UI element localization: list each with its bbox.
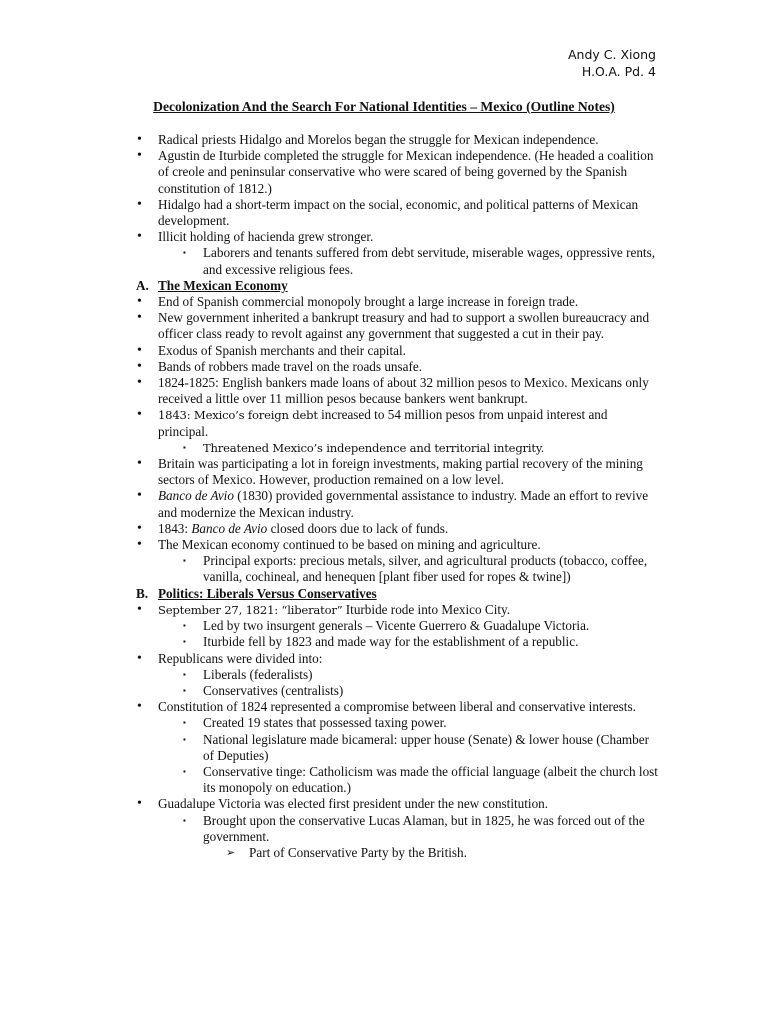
class-period: H.O.A. Pd. 4 xyxy=(581,64,656,79)
list-item-text: Liberals (federalists) xyxy=(203,666,313,682)
list-item xyxy=(0,294,768,310)
list-item-text: Agustin de Iturbide completed the struggle for Mexican independence. (He headed a coalition of creole and peninsular conservative who were scared of being governed by the Spanish constitution of 1812.) xyxy=(158,148,654,196)
document-title: Decolonization And the Search For National Identities – Mexico (Outline Notes) xyxy=(153,99,615,114)
sub-list-item xyxy=(0,634,768,650)
list-item-text: Britain was participating a lot in foreign investments, making partial recovery of the mining sectors of Mexico. However, production remained on a low level. xyxy=(158,456,643,488)
list-item-text: Hidalgo had a short-term impact on the social, economic, and political patterns of Mexican development. xyxy=(158,196,639,229)
list-item xyxy=(0,407,768,439)
list-item-text: Laborers and tenants suffered from debt servitude, miserable wages, oppressive rents, and excessive religious fees. xyxy=(203,245,656,277)
bank-detail: (1830) provided governmental assistance to industry. Made an effort to revive and modernize the Mexican industry. xyxy=(158,488,649,520)
bullet-icon: • xyxy=(137,537,142,553)
bullet-icon: • xyxy=(137,601,142,617)
list-item-text: Illicit holding of hacienda grew stronger. xyxy=(158,229,374,245)
list-item-text: New government inherited a bankrupt treasury and had to support a swollen bureaucracy and officer class ready to revolt against any government that suggested a cut in their pay. xyxy=(158,310,650,342)
list-item-text: 1824-1825: English bankers made loans of about 32 million pesos to Mexico. Mexicans only received a little over 11 million pesos because bankers went bankrupt. xyxy=(158,375,649,407)
bullet-icon: • xyxy=(137,375,142,391)
section-letter: A. xyxy=(136,277,149,293)
author-name: Andy C. Xiong xyxy=(568,47,656,62)
sub-list-item xyxy=(0,440,768,456)
bullet-icon: • xyxy=(137,342,142,358)
list-item-text xyxy=(158,488,648,519)
bullet-icon: • xyxy=(137,407,142,423)
bullet-icon: • xyxy=(137,310,142,326)
list-item-text: Threatened Mexico’s independence and territorial integrity. xyxy=(203,440,545,455)
bullet-icon: • xyxy=(137,650,142,666)
bullet-icon: • xyxy=(137,796,142,812)
list-item-text: Guadalupe Victoria was elected first president under the new constitution. xyxy=(158,796,549,812)
bullet-icon: • xyxy=(137,148,142,164)
list-item-text xyxy=(158,602,510,617)
list-item xyxy=(0,796,768,812)
section-heading-text: Politics: Liberals Versus Conservatives xyxy=(158,585,377,601)
sub-list-item xyxy=(0,553,768,585)
list-item-text: Part of Conservative Party by the British. xyxy=(249,844,467,860)
sub-list-item xyxy=(0,245,768,277)
sub-list-item xyxy=(0,683,768,699)
list-item xyxy=(0,521,768,537)
list-item-text: Iturbide fell by 1823 and made way for the establishment of a republic. xyxy=(203,634,579,650)
list-item-text: National legislature made bicameral: upper house (Senate) & lower house (Chamber of Deputies) xyxy=(203,731,650,763)
bullet-icon: • xyxy=(137,229,142,245)
outline-notes xyxy=(0,132,768,861)
list-item-text: Led by two insurgent generals – Vicente Guerrero & Guadalupe Victoria. xyxy=(203,618,590,634)
bullet-icon: • xyxy=(137,196,142,212)
section-heading-text: The Mexican Economy xyxy=(158,277,288,293)
bullet-icon: • xyxy=(137,294,142,310)
bullet-icon: • xyxy=(137,358,142,374)
bank-name: Banco de Avio xyxy=(158,488,234,504)
square-bullet-icon: ▪ xyxy=(183,766,186,776)
list-item xyxy=(0,488,768,520)
square-bullet-icon: ▪ xyxy=(183,815,186,825)
square-bullet-icon: ▪ xyxy=(183,718,186,728)
list-item xyxy=(0,197,768,229)
sub-list-item xyxy=(0,764,768,796)
square-bullet-icon: ▪ xyxy=(183,556,186,566)
bullet-icon: • xyxy=(137,456,142,472)
list-item xyxy=(0,310,768,342)
sub-list-item xyxy=(0,715,768,731)
list-item xyxy=(0,343,768,359)
list-item-text: End of Spanish commercial monopoly brought a large increase in foreign trade. xyxy=(158,294,579,310)
section-heading-economy xyxy=(0,278,768,294)
section-letter: B. xyxy=(136,585,149,601)
date-detail: Iturbide rode into Mexico City. xyxy=(342,601,511,617)
list-item xyxy=(0,132,768,148)
list-item xyxy=(0,148,768,197)
list-item-text: Brought upon the conservative Lucas Alaman, but in 1825, he was forced out of the government. xyxy=(203,812,645,844)
square-bullet-icon: ▪ xyxy=(183,669,186,679)
list-item xyxy=(0,699,768,715)
bank-name: Banco de Avio xyxy=(191,520,268,536)
list-item xyxy=(0,359,768,375)
list-item-text: Bands of robbers made travel on the roads unsafe. xyxy=(158,358,423,374)
date-phrase: September 27, 1821: “liberator” xyxy=(158,602,343,617)
list-item xyxy=(0,456,768,488)
list-item-text: Conservative tinge: Catholicism was made the official language (albeit the church lost its monopoly on education.) xyxy=(203,763,658,796)
square-bullet-icon: ▪ xyxy=(183,734,186,744)
square-bullet-icon: ▪ xyxy=(183,637,186,647)
list-item-text xyxy=(158,407,608,438)
list-item-text: Constitution of 1824 represented a compromise between liberal and conservative interests. xyxy=(158,699,636,715)
sub-list-item xyxy=(0,667,768,683)
bullet-icon: • xyxy=(137,488,142,504)
list-item xyxy=(0,651,768,667)
list-item-text: The Mexican economy continued to be based on mining and agriculture. xyxy=(158,537,541,553)
bank-detail: closed doors due to lack of funds. xyxy=(267,520,449,536)
arrow-bullet-icon: ➢ xyxy=(226,846,236,859)
sub-list-item xyxy=(0,618,768,634)
square-bullet-icon: ▪ xyxy=(183,248,186,258)
list-item xyxy=(0,229,768,245)
list-item-text xyxy=(158,521,448,536)
square-bullet-icon: ▪ xyxy=(183,442,186,452)
list-item xyxy=(0,602,768,618)
sub-list-item xyxy=(0,732,768,764)
list-item-text: Radical priests Hidalgo and Morelos began the struggle for Mexican independence. xyxy=(158,132,599,147)
square-bullet-icon: ▪ xyxy=(183,685,186,695)
list-item-text: Exodus of Spanish merchants and their capital. xyxy=(158,342,406,358)
list-item-text: Created 19 states that possessed taxing power. xyxy=(203,715,447,731)
list-item-text: Principal exports: precious metals, silver, and agricultural products (tobacco, coffee, vanilla, cochineal, and henequen [plant fiber used for ropes & twine]) xyxy=(203,553,648,585)
sub-list-item xyxy=(0,813,768,845)
bullet-icon: • xyxy=(137,699,142,715)
square-bullet-icon: ▪ xyxy=(183,621,186,631)
year-prefix: 1843: xyxy=(158,520,192,536)
list-item-text: Conservatives (centralists) xyxy=(203,682,344,698)
list-item xyxy=(0,537,768,553)
section-heading-politics xyxy=(0,586,768,602)
debt-phrase: 1843: Mexico’s foreign debt xyxy=(158,408,318,423)
list-item xyxy=(0,375,768,407)
bullet-icon: • xyxy=(137,520,142,536)
author-header xyxy=(568,46,656,80)
sub-sub-list-item xyxy=(0,845,768,861)
bullet-icon: • xyxy=(137,132,142,147)
debt-detail: increased to 54 million pesos from unpaid interest and principal. xyxy=(158,407,608,439)
list-item-text: Republicans were divided into: xyxy=(158,650,323,666)
